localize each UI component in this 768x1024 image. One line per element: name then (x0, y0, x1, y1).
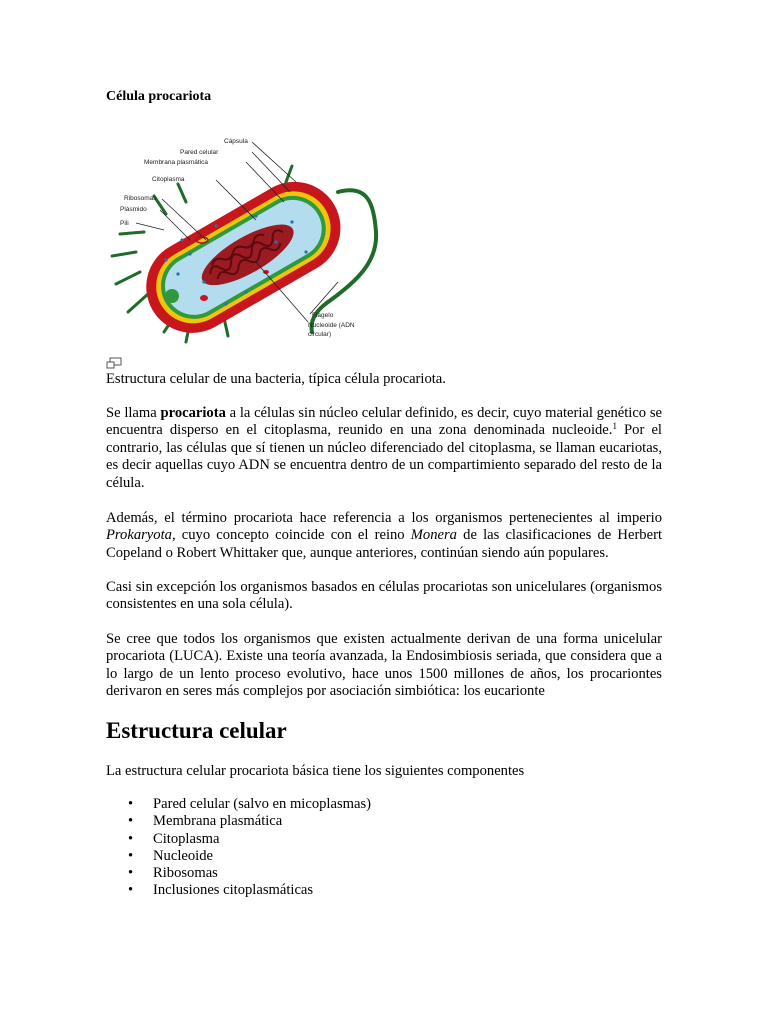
components-list (106, 796, 371, 900)
label-flagelo: Flagelo (312, 312, 334, 319)
list-item: • Nucleoide (128, 847, 213, 864)
list-item: • Pared celular (salvo en micoplasmas) (128, 796, 372, 812)
page-title: Célula procariota (106, 89, 212, 104)
label-membrana: Membrana plasmática (144, 159, 208, 166)
section-heading: Estructura celular (106, 718, 287, 743)
list-item: • Citoplasma (128, 830, 220, 847)
label-citoplasma: Citoplasma (152, 176, 185, 183)
label-ribosomas: Ribosomas (124, 195, 157, 202)
plasmid-shape (165, 289, 179, 303)
list-item: • Ribosomas (128, 865, 218, 882)
paragraph-unicellular: Casi sin excepción los organismos basados en células procariotas son unicelulares (organismos consistentes en una sola célula). (106, 579, 662, 613)
enlarge-icon[interactable] (106, 357, 122, 369)
label-capsula: Cápsula (224, 138, 248, 145)
label-nucleoide: Nucleoide (ADN (308, 322, 355, 329)
paragraph-prokaryota: Además, el término procariota hace referencia a los organismos pertenecientes al imperio Prokaryota, cuyo concepto coincide con el reino Monera de las clasificaciones de Herbert Copeland o Robert Whittaker que, aunque anteriores, continúan siendo aún populares. (106, 510, 662, 561)
label-pili: Pili (120, 220, 129, 227)
paragraph-luca: Se cree que todos los organismos que existen actualmente derivan de una forma unicelular procariota (LUCA). Existe una teoría avanzada, la Endosimbiosis seriada, que considera que a lo largo de un lento proceso evolutivo, hace unos 1500 millones de años, los procariontes derivaron en seres más complejos por asociación simbiótica: los eucarionte (106, 631, 662, 700)
paragraph-definition: Se llama procariota a la células sin núcleo celular definido, es decir, cuyo material genético se encuentra disperso en el citoplasma, reunido en una zona denominada nucleoide.$^1$ Por el contrario, las células que sí tienen un núcleo diferenciado del citoplasma, se llaman eucariotas, es decir aquellas cuyo ADN se encuentra dentro de un compartimiento separado del resto de la célula. (106, 405, 662, 491)
prokaryote-cell-diagram (106, 122, 406, 350)
list-item: • Inclusiones citoplasmáticas (128, 882, 314, 899)
section-intro: La estructura celular procariota básica tiene los siguientes componentes (106, 763, 525, 779)
label-plasmido: Plásmido (120, 206, 147, 213)
label-nucleoide-cont: circular) (308, 331, 332, 338)
label-pared: Pared celular (180, 149, 219, 156)
figure-caption: Estructura celular de una bacteria, típica célula procariota. (106, 371, 446, 387)
list-item: • Membrana plasmática (128, 813, 283, 830)
